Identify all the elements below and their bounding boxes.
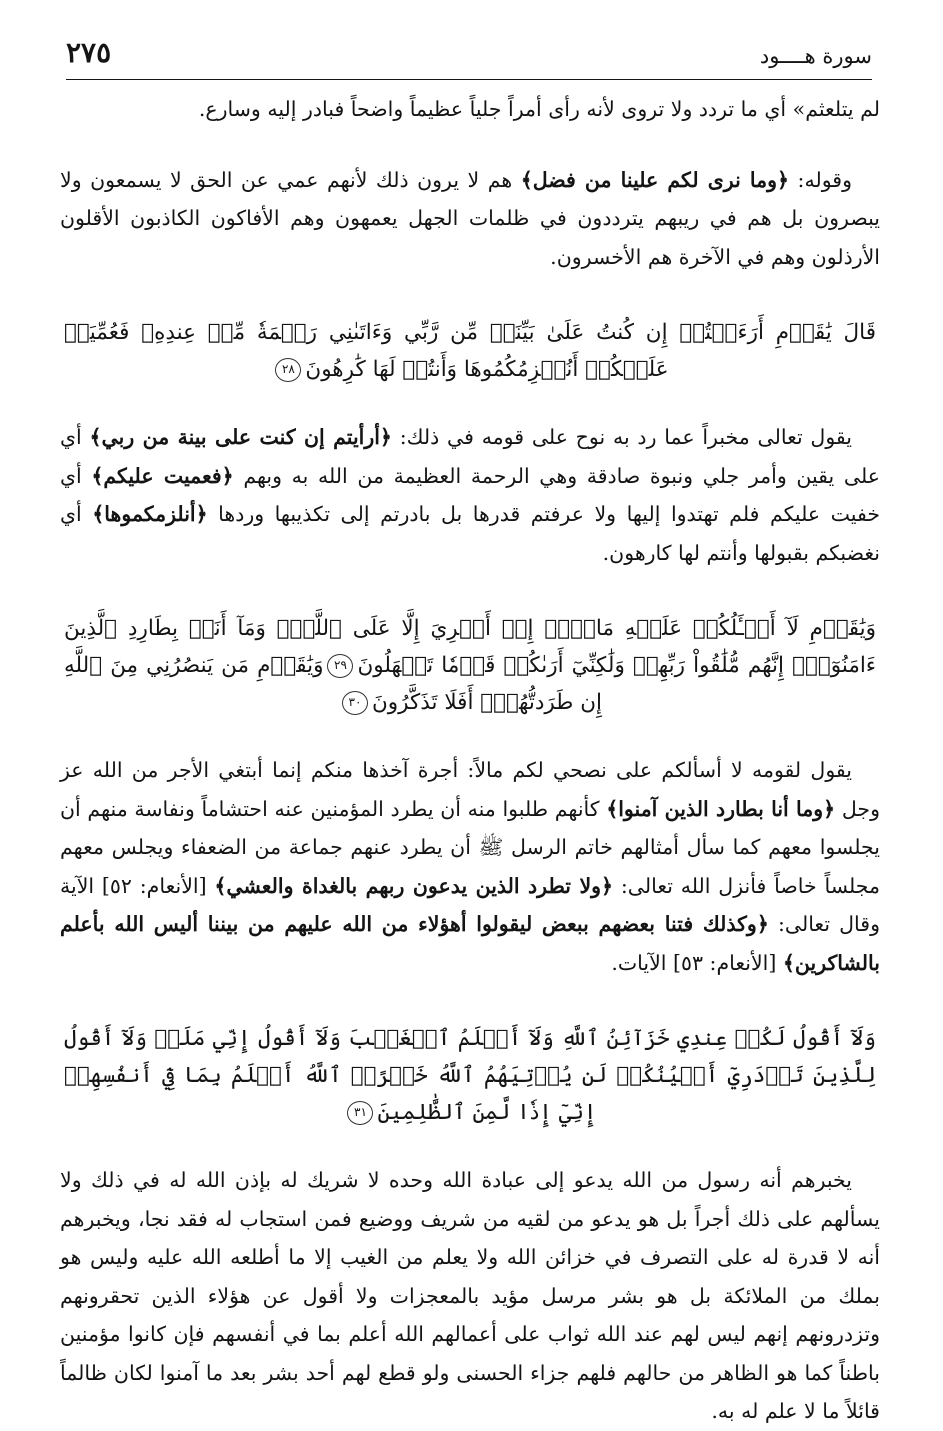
- quran-quote: ﴿وكذلك فتنا بعضهم ببعض ليقولوا أهؤلاء من الله عليهم من بيننا أليس الله بأعلم بالشاكرين﴾: [60, 912, 880, 975]
- commentary-28-end: أي نغضبكم بقبولها وأنتم لها كارهون.: [60, 502, 880, 565]
- commentary-rest: هم لا يرون ذلك لأنهم عمي عن الحق لا يسمعون ولا يبصرون بل هم في ريبهم يترددون في ظلمات الجهل يعمهون وهم الأفاكون الكاذبون الأقلون الأرذلون وهم في الآخرة هم الأخسرون.: [60, 167, 880, 269]
- quran-quote: ﴿أنلزمكموها﴾: [92, 502, 208, 526]
- commentary-29-mid1: كأنهم طلبوا منه أن يطرد المؤمنين عنه احتشاماً ونفاسة منهم أن يجلسوا معهم كما سأل أمثالهم خاتم الرسل ﷺ أن يطرد عنهم جماعة من الضعفاء ويجلس معهم مجلساً خاصاً فأنزل الله تعالى:: [60, 796, 881, 898]
- page-header: [66, 36, 872, 76]
- verse-number-28: ٢٨: [275, 358, 301, 382]
- verse-28-text: قَالَ يَٰقَوۡمِ أَرَءَيۡتُمۡ إِن كُنتُ عَلَىٰ بَيِّنَةٖ مِّن رَّبِّي وَءَاتَىٰنِي رَحۡمَةٗ مِّنۡ عِندِهِۦ فَعُمِّيَتۡ عَلَيۡكُمۡ أَنُلۡزِمُكُمُوهَا وَأَنتُمۡ لَهَا كَٰرِهُونَ: [64, 320, 876, 382]
- verse-29-text: وَيَٰقَوۡمِ لَآ أَسۡـَٔلُكُمۡ عَلَيۡهِ مَالًاۖ إِنۡ أَجۡرِيَ إِلَّا عَلَى ٱللَّهِۚ وَمَآ أَنَا۠ بِطَارِدِ ٱلَّذِينَ ءَامَنُوٓاْۚ إِنَّهُم مُّلَٰقُواْ رَبِّهِمۡ وَلَٰكِنِّيٓ أَرَىٰكُمۡ قَوۡمٗا تَجۡهَلُونَ: [64, 616, 876, 678]
- commentary-lead: وقوله:: [789, 167, 852, 192]
- paragraph-intro-text: لم يتلعثم» أي ما تردد ولا تروى لأنه رأى أمراً جلياً عظيماً واضحاً فبادر إليه وسارع.: [198, 97, 880, 121]
- commentary-31-text: يخبرهم أنه رسول من الله يدعو إلى عبادة الله وحده لا شريك له بإذن الله له في ذلك ولا يسألهم على ذلك أجراً بل هو يدعو من لقيه من شريف ووضيع فمن استجاب له فقد نجا، ويخبرهم أنه لا قدرة له على التصرف في خزائن الله ولا يعلم من الغيب إلا ما أطلعه الله عليه وليس هو بملك من الملائكة بل هو بشر مرسل مؤيد بالمعجزات ولا أقول عن هؤلاء الذين تحقرونهم وتزدرونهم إنهم ليس لهم عند الله ثواب على أعمالهم الله أعلم بما في أنفسهم فإن كانوا مؤمنين باطناً كما هو الظاهر من حالهم فلهم جزاء الحسنى ولو قطع لهم أحد بشر بعد ما آمنوا لكان ظالماً قائلاً ما لا علم له به.: [60, 1168, 881, 1423]
- page-number: ٢٧٥: [66, 36, 112, 69]
- verse-number-29: ٢٩: [327, 654, 353, 678]
- surah-title: سورة هــــود: [759, 44, 872, 68]
- commentary-28-mid1: أي على يقين وأمر جلي ونبوة صادقة وهي الرحمة العظيمة من الله به وبهم: [60, 425, 880, 488]
- verse-31: [64, 1020, 876, 1131]
- paragraph-commentary-27: [60, 161, 880, 277]
- paragraph-commentary-29: [60, 751, 880, 982]
- quran-quote: ﴿أرأيتم إن كنت على بينة من ربي﴾: [89, 425, 392, 449]
- verse-31-text: وَلَآ أَقُولُ لَكُمۡ عِندِي خَزَآئِنُ ٱللَّهِ وَلَآ أَعۡلَمُ ٱلۡغَيۡبَ وَلَآ أَقُولُ إِنِّي مَلَكٞ وَلَآ أَقُولُ لِلَّذِينَ تَزۡدَرِيٓ أَعۡيُنُكُمۡ لَن يُؤۡتِيَهُمُ ٱللَّهُ خَيۡرًاۖ ٱللَّهُ أَعۡلَمُ بِمَا فِيٓ أَنفُسِهِمۡ إِنِّيٓ إِذٗا لَّمِنَ ٱلظَّٰلِمِينَ: [64, 1026, 876, 1125]
- verse-30-text: وَيَٰقَوۡمِ مَن يَنصُرُنِي مِنَ ٱللَّهِ إِن طَرَدتُّهُمۡۚ أَفَلَا تَذَكَّرُونَ: [64, 653, 603, 715]
- verse-28: [64, 314, 876, 388]
- commentary-28-mid2: أي خفيت عليكم فلم تهتدوا إليها ولا عرفتم قدرها بل بادرتم إلى تكذيبها وردها: [60, 463, 880, 526]
- page-body: [60, 86, 880, 1431]
- paragraph-commentary-31: [60, 1161, 880, 1431]
- quran-quote: ﴿فعميت عليكم﴾: [91, 463, 234, 488]
- quran-quote: ﴿وما أنا بطارد الذين آمنوا﴾: [606, 796, 836, 821]
- paragraph-commentary-28: [60, 418, 880, 572]
- quran-quote: ﴿وما نرى لكم علينا من فضل﴾: [520, 167, 790, 192]
- quran-quote: ﴿ولا تطرد الذين يدعون ربهم بالغداة والعشي﴾: [214, 873, 614, 898]
- verse-number-31: ٣١: [347, 1101, 373, 1125]
- header-divider: [66, 79, 872, 80]
- commentary-29-lead: يقول لقومه لا أسألكم على نصحي لكم مالاً: أجرة آخذها منكم إنما أبتغي الأجر من الله عز وجل: [60, 758, 880, 821]
- verse-number-30: ٣٠: [342, 691, 368, 715]
- commentary-29-mid2: [الأنعام: ٥٢] الآية وقال تعالى:: [60, 873, 880, 936]
- commentary-28-lead: يقول تعالى مخبراً عما رد به نوح على قومه في ذلك:: [391, 425, 852, 449]
- commentary-29-end: [الأنعام: ٥٣] الآيات.: [611, 950, 783, 975]
- verse-29-30: [64, 610, 876, 721]
- paragraph-intro: [60, 90, 880, 129]
